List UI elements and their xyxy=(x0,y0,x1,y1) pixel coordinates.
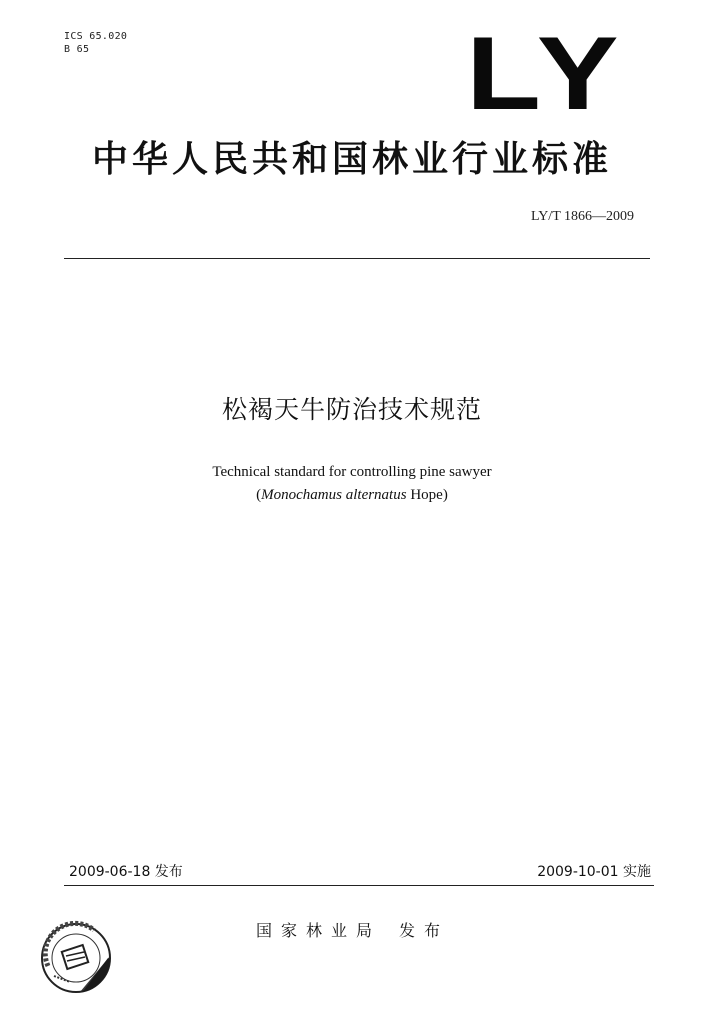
issuer-name: 国家林业局 xyxy=(256,921,382,940)
scientific-name: Monochamus alternatus xyxy=(261,487,407,503)
publisher-seal-icon xyxy=(34,916,118,1000)
english-title-author: Hope) xyxy=(406,487,448,503)
bottom-divider xyxy=(64,885,654,886)
implementation-date: 2009-10-01 实施 xyxy=(537,864,651,880)
issuer-action: 发布 xyxy=(399,921,450,940)
ics-code: ICS 65.020 xyxy=(64,31,128,42)
standard-title: 中华人民共和国林业行业标准 xyxy=(91,139,612,180)
english-title-open-paren: ( xyxy=(256,487,262,503)
issue-date: 2009-06-18 发布 xyxy=(69,864,183,880)
english-title-line1: Technical standard for controlling pine sawyer xyxy=(212,464,492,480)
issuer-line xyxy=(256,921,449,941)
top-divider xyxy=(64,258,650,259)
category-mark: LY xyxy=(466,16,626,132)
standard-number: LY/T 1866—2009 xyxy=(531,209,634,224)
english-title-line2 xyxy=(0,486,704,504)
ccs-code: B 65 xyxy=(64,44,90,55)
chinese-title: 松褐天牛防治技术规范 xyxy=(221,395,482,424)
